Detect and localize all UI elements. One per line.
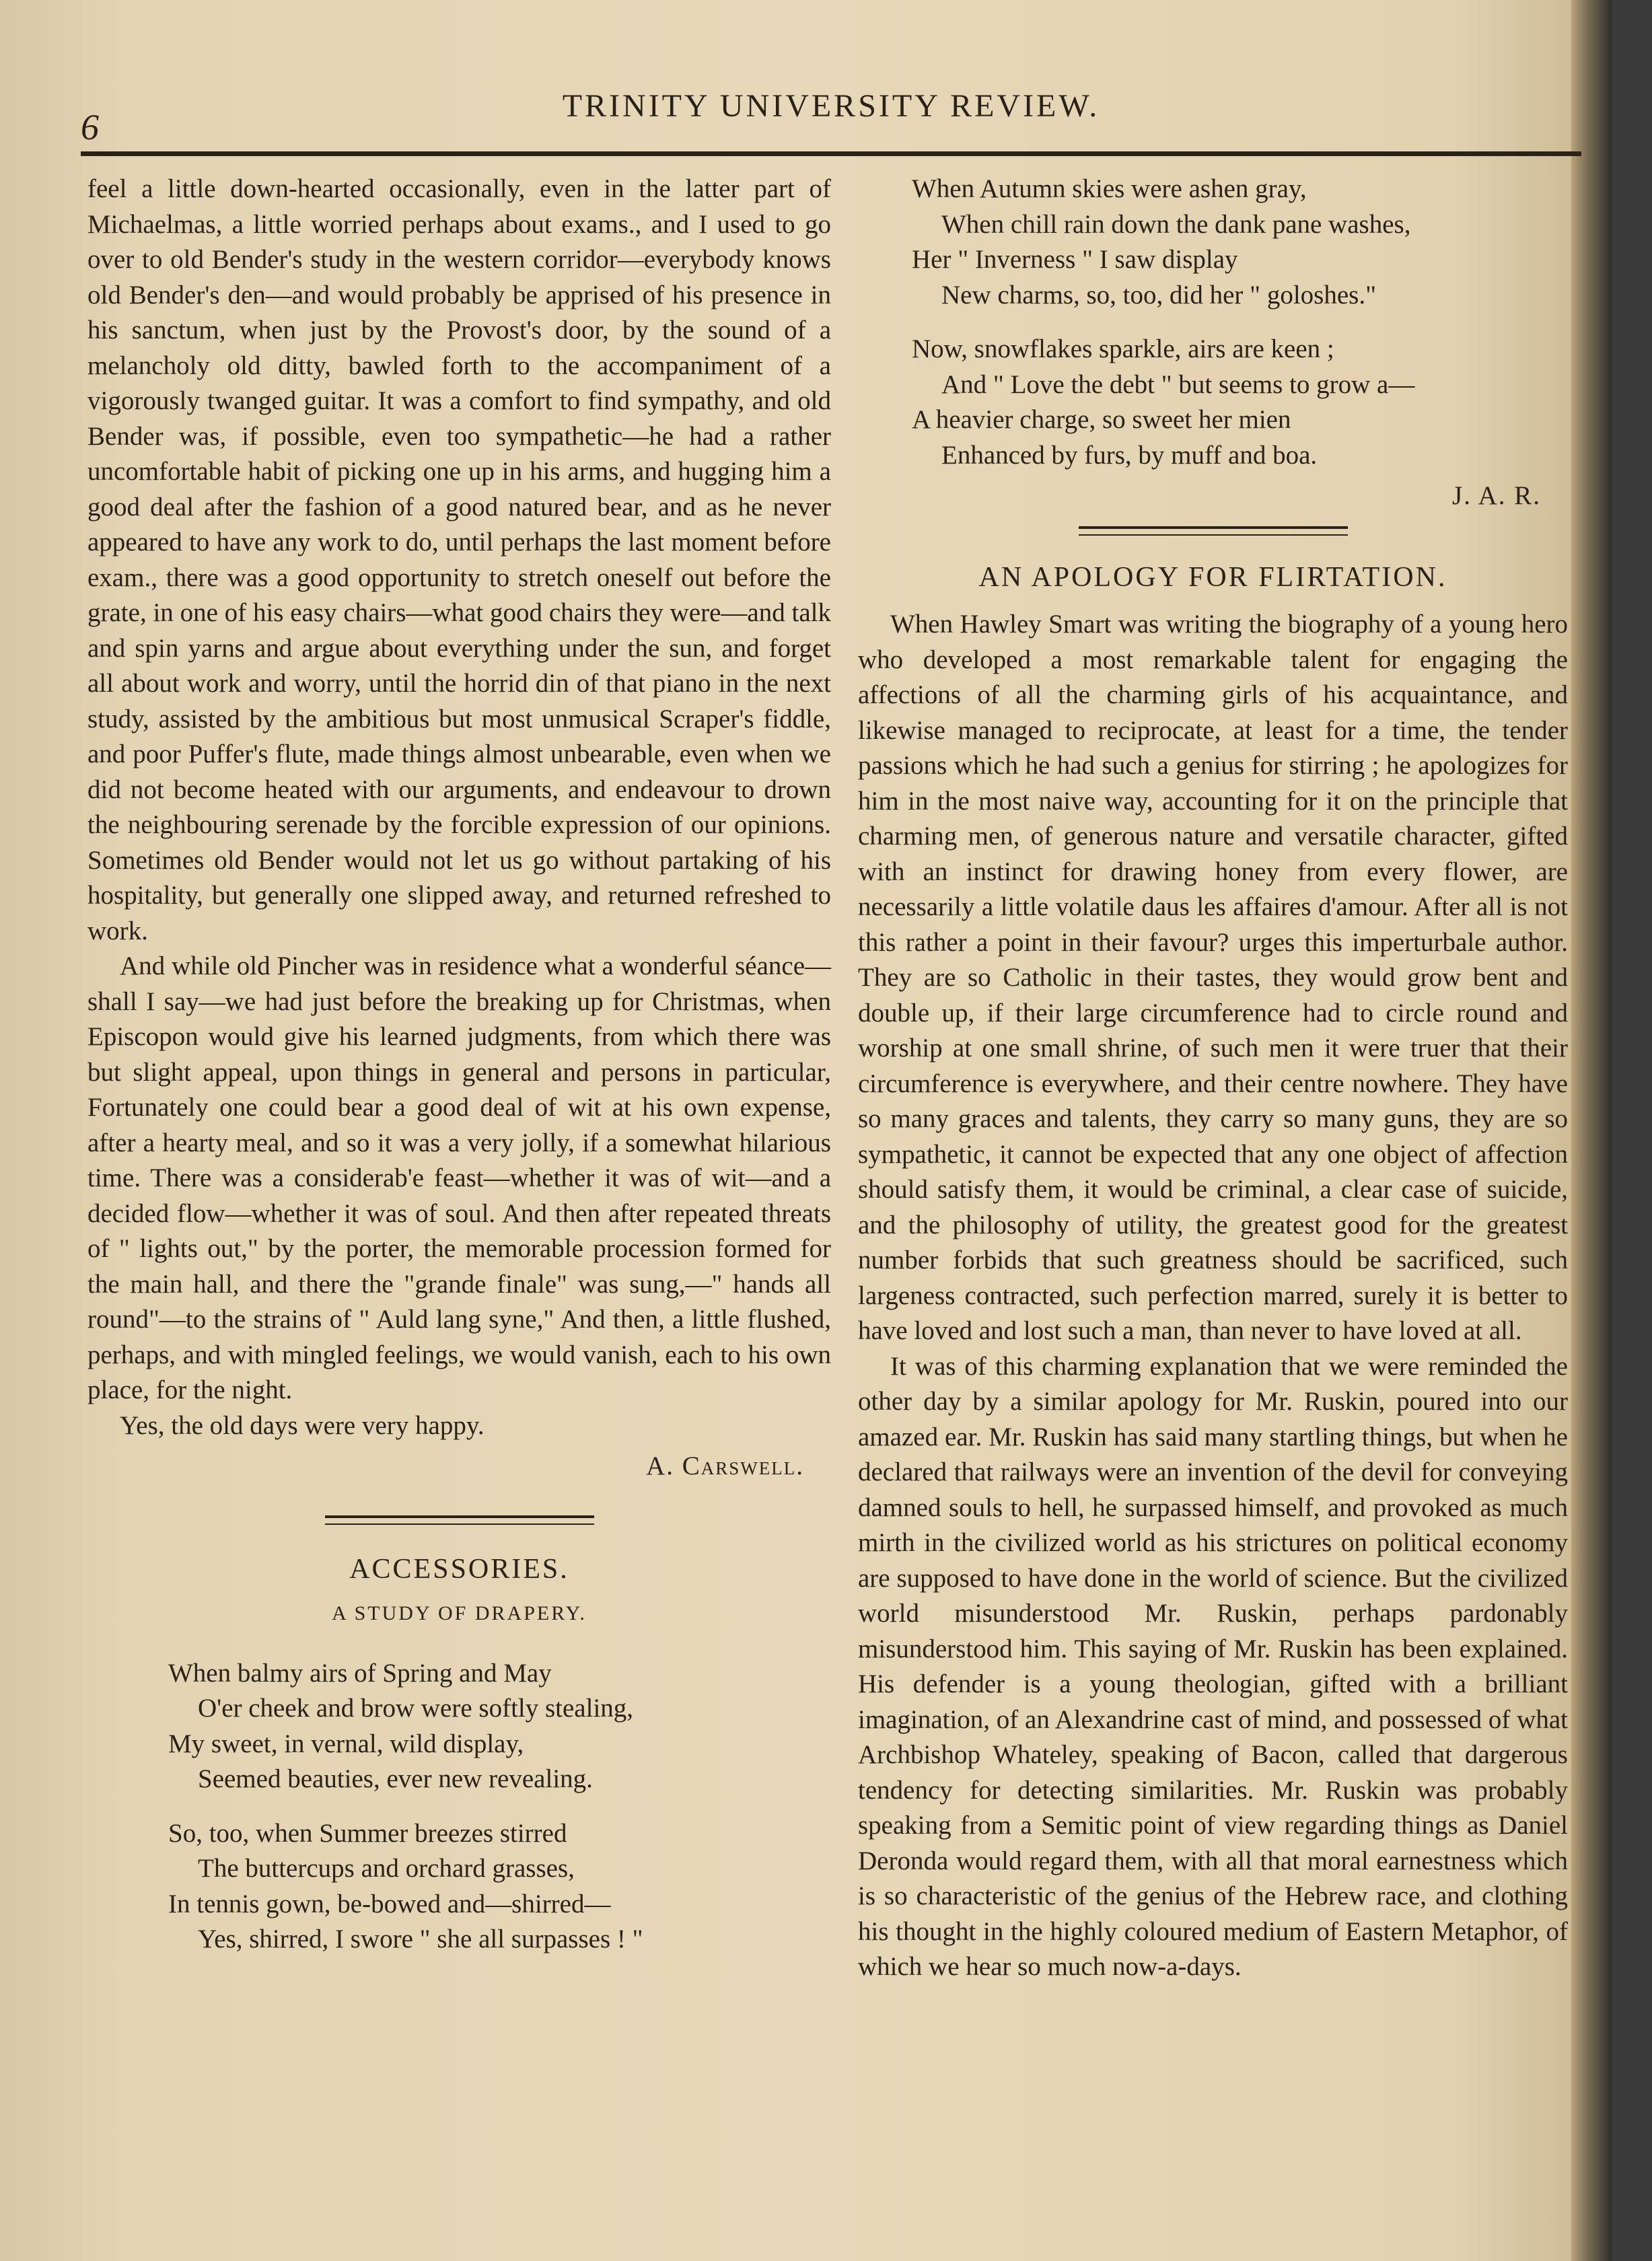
prose-paragraph: feel a little down-hearted occasionally, even in the latter part of Michaelmas, a little worried perhaps about exams., and I used to go over to old Bender's study in the western corridor—everybody knows old Bender's den—and would probably be apprised of his presence in his sanctum, when just by the Provost's door, by the sound of a melancholy old ditty, bawled forth to the accompaniment of a vigorously twanged guitar. It was a comfort to find sympathy, and old Bender was, if possible, even too sympathetic—he had a rather uncomfortable habit of picking one up in his arms, and hugging him a good deal after the fashion of a good natured bear, and as he never appeared to have any work to do, until perhaps the last moment before exam., there was a good opportunity to stretch oneself out before the grate, in one of his easy chairs—what good chairs they were—and talk and spin yarns and argue about everything under the sun, and forget all about work and worry, until the horrid din of that piano in the next study, assisted by the ambitious but most unmusical Scraper's fiddle, and poor Puffer's flute, made things almost unbearable, even when we did not become heated with our arguments, and endeavour to drown the neighbouring serenade by the forcible expression of our opinions. Sometimes old Bender would not let us go without partaking of his hospitality, but generally one slipped away, and returned refreshed to work. [87, 174, 831, 945]
poem-line: And " Love the debt " but seems to grow a— [941, 369, 1415, 399]
poem-line: Enhanced by furs, by muff and boa. [941, 440, 1318, 470]
poem-line: My sweet, in vernal, wild display, [168, 1729, 524, 1758]
article-paragraph: When Hawley Smart was writing the biography of a young hero who developed a most remarkable talent for engaging the affections of all the charming girls of his acquaintance, and likewise managed to reciprocate, at least for a time, the tender passions which he had such a genius for stirring ; he apologizes for him in the most naive way, accounting for it on the principle that charming men, of generous nature and versatile character, gifted with an instinct for drawing honey from every flower, are necessarily a little volatile daus les affaires d'amour. After all is not this rather a point in their favour? urges this imperturbale author. They are so Catholic in their tastes, they would grow bent and double up, if their large circumference had to circle round and worship at one small shrine, of such men it were truer that their circumference is everywhere, and their centre nowhere. They have so many graces and talents, they carry so many guns, they are so sympathetic, it cannot be expected that any one object of affection should satisfy them, it would be criminal, a clear case of suicide, and the philosophy of utility, the greatest good for the greatest number forbids that such greatness should be sacrificed, such largeness contracted, such perfection marred, surely it is better to have loved and lost such a man, than never to have loved at all. [858, 610, 1568, 1345]
poem-signature: J. A. R. [1452, 481, 1541, 510]
poem-line: When Autumn skies were ashen gray, [912, 174, 1307, 203]
right-column [858, 172, 1568, 1985]
poem-line: So, too, when Summer breezes stirred [168, 1818, 567, 1848]
section-divider [1079, 526, 1348, 536]
poem-line: In tennis gown, be-bowed and—shirred— [168, 1889, 611, 1918]
poem-line: Yes, shirred, I swore " she all surpasses ! " [198, 1925, 643, 1953]
page-edge [1571, 0, 1612, 2261]
poem-title: ACCESSORIES. [349, 1553, 569, 1585]
article-title: AN APOLOGY FOR FLIRTATION. [978, 561, 1447, 593]
prose-paragraph: And while old Pincher was in residence what a wonderful séance—shall I say—we had just before the breaking up for Christmas, when Episcopon would give his learned judgments, from which there was but slight appeal, upon things in general and persons in particular, Fortunately one could bear a good deal of wit at his own expense, after a hearty meal, and so it was a very jolly, if a somewhat hilarious time. There was a considerab'e feast—whether it was of wit—and a decided flow—whether it was of soul. And then after repeated threats of " lights out," by the porter, the memorable procession formed for the main hall, and there the "grande finale" was sung,—" hands all round"—to the strains of " Auld lang syne," And then, a little flushed, perhaps, and with mingled feelings, we would vanish, each to his own place, for the night. [87, 952, 831, 1404]
page-number: 6 [81, 107, 99, 147]
poem-subtitle: A STUDY OF DRAPERY. [332, 1602, 587, 1624]
poem-stanza [858, 332, 1568, 473]
author-signature: A. Carswell. [646, 1451, 804, 1480]
poem-line: O'er cheek and brow were softly stealing, [198, 1694, 634, 1723]
section-divider [325, 1515, 594, 1525]
poem-stanza [858, 172, 1568, 313]
poem-line: A heavier charge, so sweet her mien [912, 405, 1291, 434]
prose-paragraph: Yes, the old days were very happy. [120, 1410, 484, 1440]
poem-line: Her " Inverness " I saw display [912, 245, 1238, 274]
article-paragraph: It was of this charming explanation that we were reminded the other day by a similar apology for Mr. Ruskin, poured into our amazed ear. Mr. Ruskin has said many startling things, but when he declared that railways were an invention of the devil for conveying damned souls to hell, he surpassed himself, and provoked as much mirth in the civilized world as his strictures on political economy are supposed to have done in the world of science. But the civilized world misunderstood Mr. Ruskin, perhaps pardonably misunderstood him. This saying of Mr. Ruskin has been explained. His defender is a young theologian, gifted with a brilliant imagination, of an Alexandrine cast of mind, and possessed of what Archbishop Whateley, speaking of Bacon, called that dargerous tendency for detecting similarities. Mr. Ruskin was probably speaking from a Semitic point of view regarding things as Daniel Deronda would regard them, with all that moral earnestness which is so characteristic of the genius of the Hebrew race, and clothing his thought in the highly coloured medium of Eastern Metaphor, of which we hear so much now-a-days. [858, 1351, 1568, 1981]
journal-title: TRINITY UNIVERSITY REVIEW. [562, 88, 1100, 124]
poem-line: Seemed beauties, ever new revealing. [198, 1764, 593, 1793]
header-rule [81, 151, 1581, 156]
poem-line: When balmy airs of Spring and May [168, 1658, 552, 1688]
poem-line: Now, snowflakes sparkle, airs are keen ; [912, 334, 1334, 363]
poem-line: New charms, so, too, did her " goloshes." [941, 280, 1376, 310]
poem-line: When chill rain down the dank pane washes, [941, 209, 1411, 239]
page-header [81, 79, 1581, 147]
poem-line: The buttercups and orchard grasses, [198, 1854, 575, 1883]
left-column [87, 172, 831, 1976]
poem-stanza [87, 1656, 831, 1797]
poem-stanza [87, 1816, 831, 1958]
